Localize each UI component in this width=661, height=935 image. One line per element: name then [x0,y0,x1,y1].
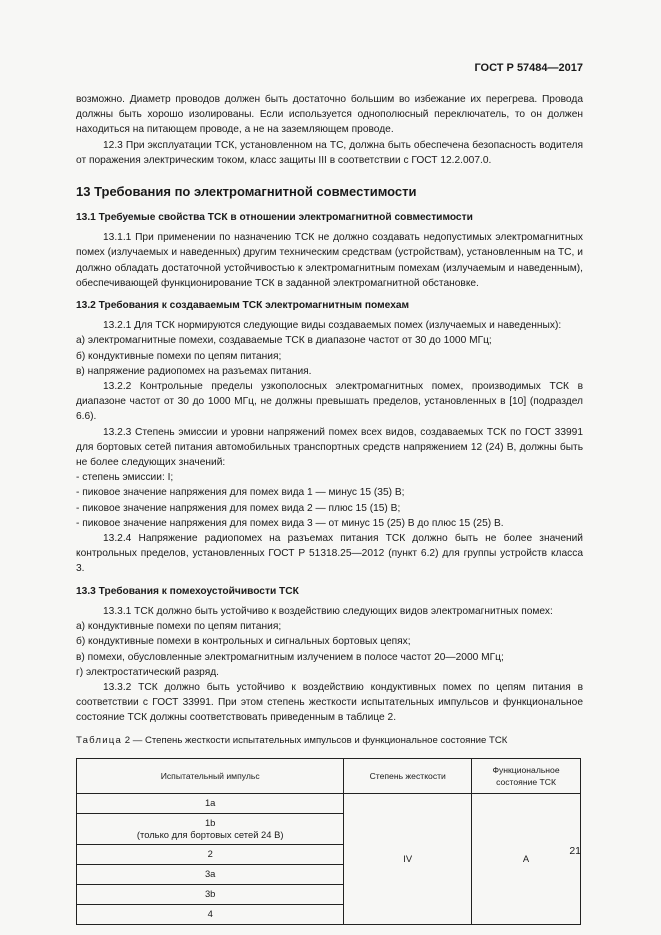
table-cell: 1а [77,793,344,813]
table-cell: 3b [77,884,344,904]
list-item: - пиковое значение напряжения для помех вида 2 — плюс 15 (15) В; [76,502,401,514]
list-item: в) помехи, обусловленные электромагнитным излучением в полосе частот 20—2000 МГц; [76,651,504,663]
table-row [77,793,581,813]
table-header-cell: Степень жесткости [344,758,472,793]
table-caption-text: 2 — Степень жесткости испытательных импульсов и функциональное состояние ТСК [124,734,508,746]
table-header-cell: Испытательный импульс [77,758,344,793]
paragraph-intro: возможно. Диаметр проводов должен быть достаточно большим во избежание их перегрева. Провода должны быть хорошо изолированы. Если используется однополюсный переключатель, то он должен находиться на питающем проводе, а не на заземляющем проводе. [76,94,583,136]
subsection-13-1-heading: 13.1 Требуемые свойства ТСК в отношении электромагнитной совместимости [76,212,473,224]
table-header-cell: Функциональное состояние ТСК [472,758,581,793]
paragraph-13-2-2: 13.2.2 Контрольные пределы узкополосных электромагнитных помех, производимых ТСК в диапазоне частот от 30 до 1000 МГц, не должны превышать пределов, установленных в [10] (подраздел 6.6). [76,381,583,423]
table-2 [76,758,581,925]
paragraph-13-1-1: 13.1.1 При применении по назначению ТСК не должно создавать недопустимых электромагнитных помех (излучаемых и наведенных) другим техническим средствам (устройствам), установленным на ТС, и должно обладать достаточной устойчивостью к электромагнитным помехам (излучаемым и наведенным), обеспечивающей функционирование ТСК в заданной электромагнитной обстановке. [76,232,583,289]
table-cell-state: А [472,793,581,924]
table-caption [76,733,583,748]
table-cell: 4 [77,904,344,924]
list-item: - пиковое значение напряжения для помех вида 3 — от минус 15 (25) В до плюс 15 (25) В. [76,517,504,529]
table-cell [77,813,344,844]
section-13-heading: 13 Требования по электромагнитной совместимости [76,184,417,200]
paragraph-13-2-1: 13.2.1 Для ТСК нормируются следующие виды создаваемых помех (излучаемых и наведенных): [103,320,562,332]
table-cell: 2 [77,844,344,864]
list-item: в) напряжение радиопомех на разъемах питания. [76,365,312,377]
list-item: а) электромагнитные помехи, создаваемые ТСК в диапазоне частот от 30 до 1000 МГц; [76,335,492,347]
subsection-13-3-heading: 13.3 Требования к помехоустойчивости ТСК [76,585,299,597]
table-cell-note: (только для бортовых сетей 24 В) [136,828,284,840]
list-item: б) кондуктивные помехи по цепям питания; [76,350,282,362]
list-item: - степень эмиссии: I; [76,472,174,484]
document-id: ГОСТ Р 57484—2017 [474,62,583,74]
table-header-row [77,758,581,793]
list-item: б) кондуктивные помехи в контрольных и сигнальных бортовых цепях; [76,636,411,648]
paragraph-12-3: 12.3 При эксплуатации ТСК, установленном на ТС, должна быть обеспечена безопасность водителя от поражения электрическим током, класс защиты III в соответствии с ГОСТ 12.2.007.0. [76,139,583,166]
table-caption-label: Таблица [76,734,123,746]
paragraph-13-2-4: 13.2.4 Напряжение радиопомех на разъемах питания ТСК должно быть не более значений контрольных пределов, установленных ГОСТ Р 51318.25—2012 (пункт 6.2) для группы устройств класса 3. [76,533,583,575]
table-cell: 3а [77,864,344,884]
list-item: г) электростатический разряд. [76,666,220,678]
list-item: - пиковое значение напряжения для помех вида 1 — минус 15 (35) В; [76,487,405,499]
page-number: 21 [569,845,581,857]
paragraph-13-3-1: 13.3.1 ТСК должно быть устойчиво к воздействию следующих видов электромагнитных помех: [103,605,553,617]
paragraph-13-3-2: 13.3.2 ТСК должно быть устойчиво к воздействию кондуктивных помех по цепям питания в соответствии с ГОСТ 33991. При этом степень жесткости испытательных импульсов и функциональное состояние ТСК должны соответствовать приведенным в таблице 2. [76,681,583,724]
table-cell-severity: IV [344,793,472,924]
list-item: а) кондуктивные помехи по цепям питания; [76,621,282,633]
subsection-13-2-heading: 13.2 Требования к создаваемым ТСК электромагнитным помехам [76,300,410,312]
table-cell-value: 1b [204,816,216,828]
paragraph-13-2-3: 13.2.3 Степень эмиссии и уровни напряжений помех всех видов, создаваемых ТСК по ГОСТ 33991 для бортовых сетей питания автомобильных транспортных средств напряжением 12 (24) В, должны быть не более следующих значений: [76,426,583,469]
page-content [76,92,583,925]
